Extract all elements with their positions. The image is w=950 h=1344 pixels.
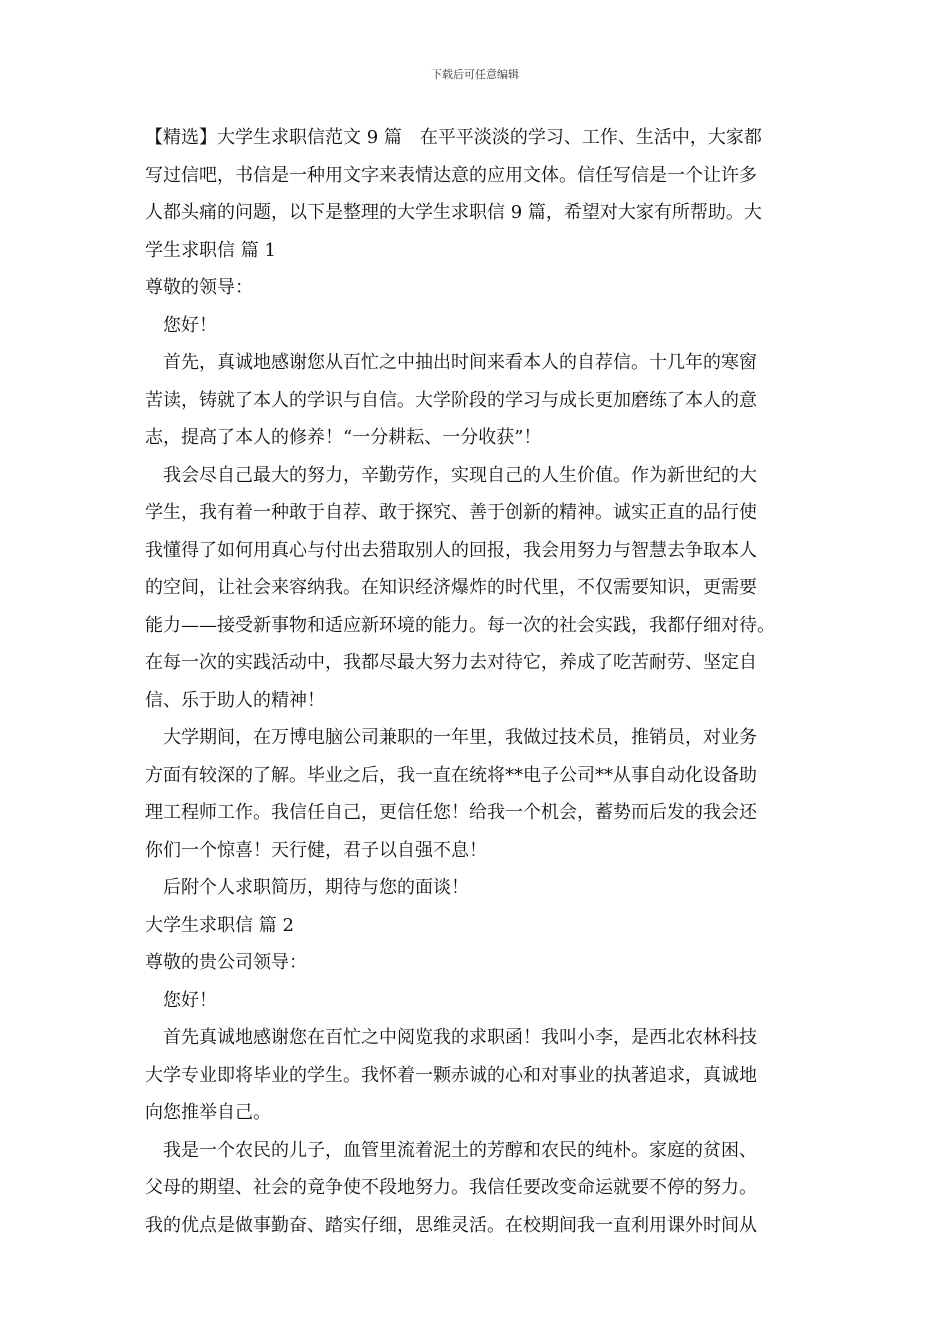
- text-line: 我会尽自己最大的努力，辛勤劳作，实现自己的人生价值。作为新世纪的大: [163, 464, 757, 486]
- text-line: 我懂得了如何用真心与付出去猎取别人的回报，我会用努力与智慧去争取本人: [145, 539, 757, 561]
- text-line: 的空间，让社会来容纳我。在知识经济爆炸的时代里，不仅需要知识，更需要: [145, 577, 757, 598]
- text-line: 首先真诚地感谢您在百忙之中阅览我的求职函！我叫小李，是西北农林科技: [163, 1027, 757, 1048]
- text-line: 志，提高了本人的修养！“一分耕耘、一分收获”！: [145, 427, 542, 448]
- page-header: 下载后可任意编辑: [431, 68, 519, 81]
- text-line: 信、乐于助人的精神！: [145, 689, 325, 711]
- text-line: 您好！: [163, 314, 217, 336]
- text-line: 您好！: [163, 989, 217, 1011]
- text-line: 向您推举自己。: [145, 1102, 271, 1123]
- text-line: 苦读，铸就了本人的学识与自信。大学阶段的学习与成长更加磨练了本人的意: [145, 389, 757, 411]
- text-line: 你们一个惊喜！天行健，君子以自强不息！: [145, 839, 487, 861]
- text-line: 我的优点是做事勤奋、踏实仔细，思维灵活。在校期间我一直利用课外时间从: [145, 1214, 757, 1236]
- text-line: 方面有较深的了解。毕业之后，我一直在统将**电子公司**从事自动化设备助: [145, 764, 757, 786]
- text-line: 大学生求职信 篇 2: [145, 914, 294, 936]
- text-line: 人都头痛的问题，以下是整理的大学生求职信 9 篇，希望对大家有所帮助。大: [145, 202, 762, 223]
- text-line: 理工程师工作。我信任自己，更信任您！给我一个机会，蓄势而后发的我会还: [145, 802, 757, 823]
- text-line: 能力——接受新事物和适应新环境的能力。每一次的社会实践，我都仔细对待。: [145, 614, 775, 636]
- text-line: 后附个人求职简历，期待与您的面谈！: [163, 877, 469, 898]
- text-line: 写过信吧，书信是一种用文字来表情达意的应用文体。信任写信是一个让许多: [145, 164, 757, 186]
- text-line: 大学期间，在万博电脑公司兼职的一年里，我做过技术员，推销员，对业务: [163, 727, 757, 748]
- text-line: 学生求职信 篇 1: [145, 239, 276, 261]
- text-line: 尊敬的贵公司领导：: [145, 952, 307, 973]
- text-line: 父母的期望、社会的竟争使不段地努力。我信任要改变命运就要不停的努力。: [145, 1177, 757, 1198]
- document-body: [145, 119, 809, 1244]
- text-line: 我是一个农民的儿子，血管里流着泥土的芳醇和农民的纯朴。家庭的贫困、: [163, 1139, 757, 1161]
- text-line: 大学专业即将毕业的学生。我怀着一颗赤诚的心和对事业的执著追求，真诚地: [145, 1064, 757, 1086]
- text-line: 尊敬的领导：: [145, 277, 253, 298]
- text-line: 在每一次的实践活动中，我都尽最大努力去对待它，养成了吃苦耐劳、坚定自: [145, 652, 757, 673]
- text-line: 学生，我有着一种敢于自荐、敢于探究、善于创新的精神。诚实正直的品行使: [145, 502, 757, 523]
- text-line: 【精选】大学生求职信范文 9 篇 在平平淡淡的学习、工作、生活中，大家都: [145, 127, 762, 148]
- text-line: 首先，真诚地感谢您从百忙之中抽出时间来看本人的自荐信。十几年的寒窗: [163, 352, 757, 373]
